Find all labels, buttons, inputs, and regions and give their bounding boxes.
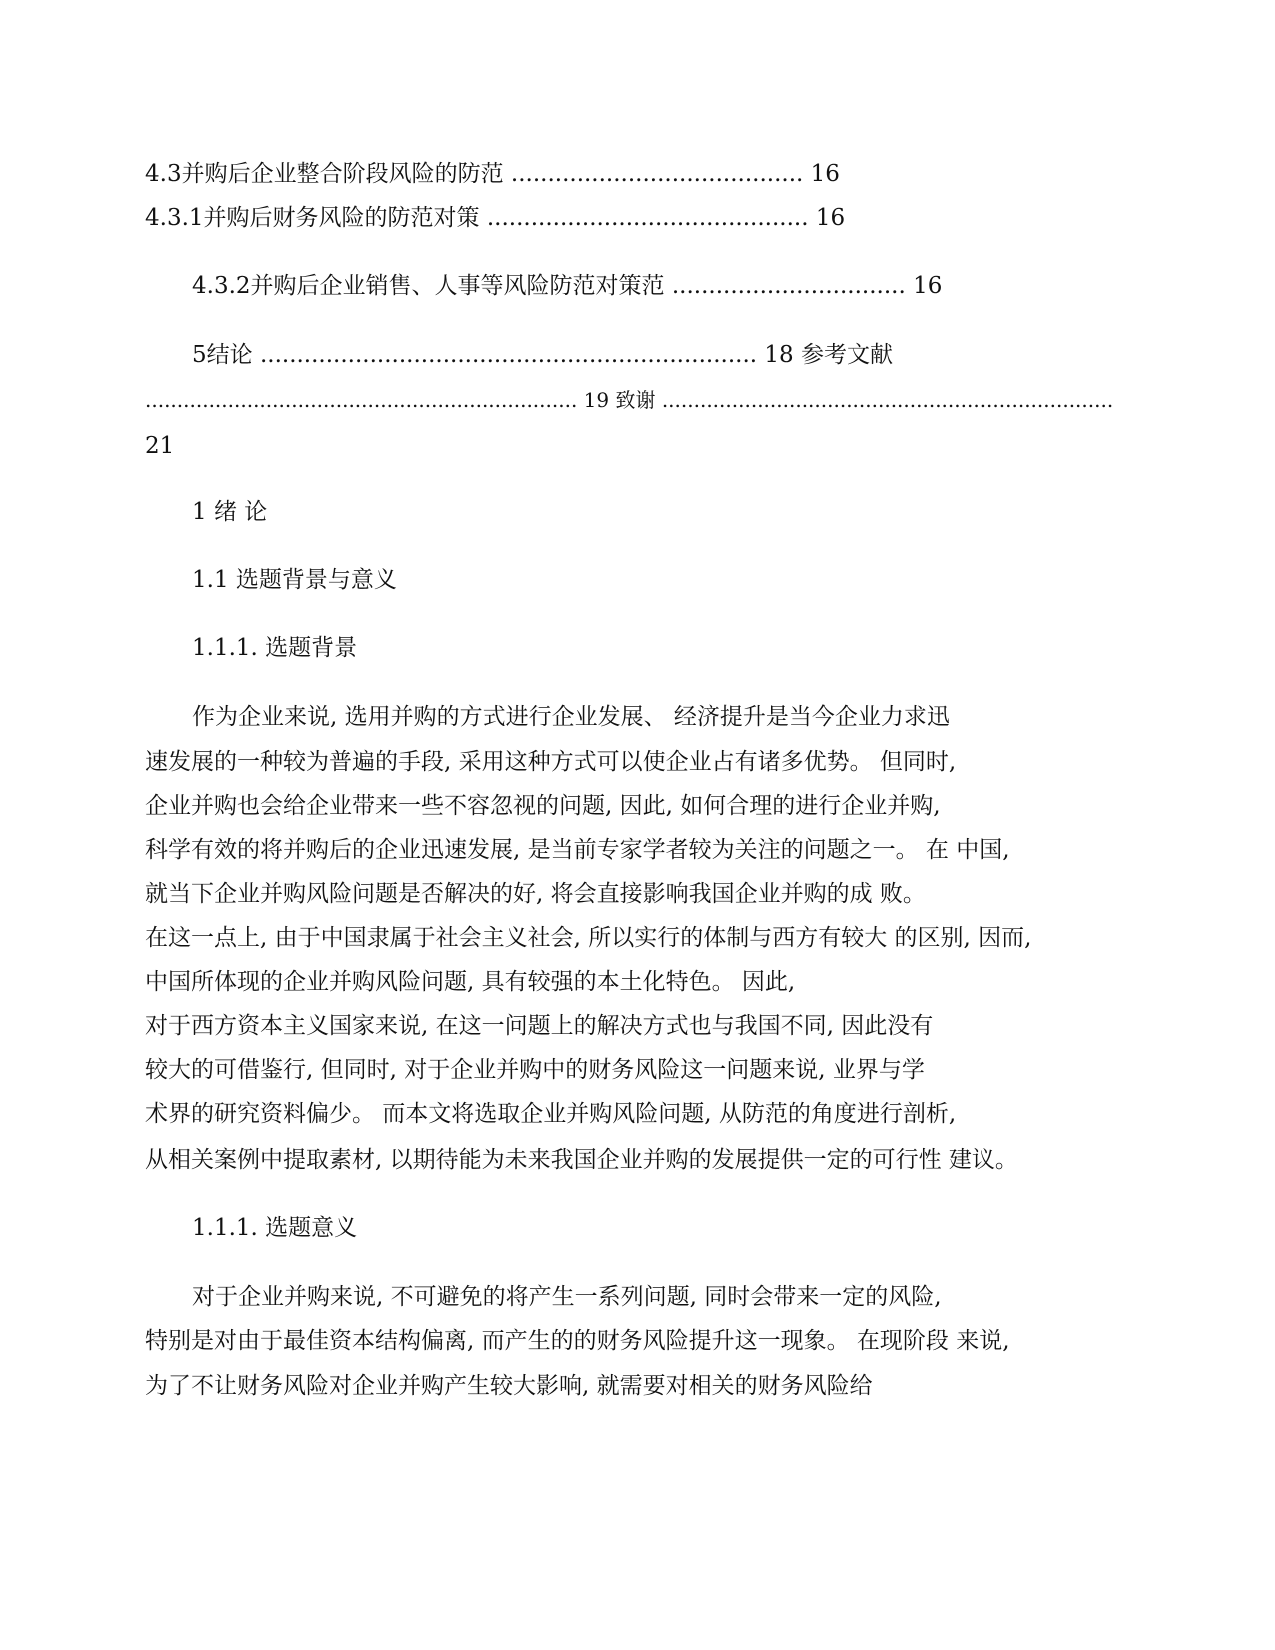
paragraph-line: 科学有效的将并购后的企业迅速发展, 是当前专家学者较为关注的问题之一。 在 中国, [145,837,1010,863]
paragraph-line: 对于西方资本主义国家来说, 在这一问题上的解决方式也与我国不同, 因此没有 [145,1013,934,1039]
toc-item-4-3-2: 4.3.2并购后企业销售、人事等风险防范对策范 ................................ 16 [192,273,943,299]
paragraph-line: 企业并购也会给企业带来一些不容忽视的问题, 因此, 如何合理的进行企业并购, [145,793,941,819]
paragraph-line: 速发展的一种较为普遍的手段, 采用这种方式可以使企业占有诸多优势。 但同时, [145,749,957,775]
toc-item-conclusion-references: 5结论 .................................................................... 18 参考文献 [192,342,893,368]
paragraph-line: 作为企业来说, 选用并购的方式进行企业发展、 经济提升是当今企业力求迅 [192,704,950,730]
subsection-heading-significance: 1.1.1. 选题意义 [192,1215,358,1241]
paragraph-line: 特别是对由于最佳资本结构偏离, 而产生的的财务风险提升这一现象。 在现阶段 来说, [145,1328,1010,1354]
paragraph-line: 为了不让财务风险对企业并购产生较大影响, 就需要对相关的财务风险给 [145,1373,873,1399]
toc-item-acknowledgements: .................................................................... 19 致谢 ....................................................................... [145,388,1114,412]
toc-page-number: 21 [145,433,175,459]
paragraph-line: 就当下企业并购风险问题是否解决的好, 将会直接影响我国企业并购的成 败。 [145,881,926,907]
toc-item-4-3-1: 4.3.1并购后财务风险的防范对策 ............................................ 16 [145,205,846,231]
paragraph-line: 术界的研究资料偏少。 而本文将选取企业并购风险问题, 从防范的角度进行剖析, [145,1101,957,1127]
chapter-heading: 1 绪 论 [192,499,268,525]
paragraph-line: 在这一点上, 由于中国隶属于社会主义社会, 所以实行的体制与西方有较大 的区别, 因而, [145,925,1032,951]
toc-item-4-3: 4.3并购后企业整合阶段风险的防范 ........................................ 16 [145,161,840,187]
paragraph-line: 中国所体现的企业并购风险问题, 具有较强的本土化特色。 因此, [145,969,796,995]
paragraph-line: 从相关案例中提取素材, 以期待能为未来我国企业并购的发展提供一定的可行性 建议。 [145,1147,1018,1173]
subsection-heading-background: 1.1.1. 选题背景 [192,635,358,661]
paragraph-line: 对于企业并购来说, 不可避免的将产生一系列问题, 同时会带来一定的风险, [192,1284,942,1310]
section-heading: 1.1 选题背景与意义 [192,567,397,593]
paragraph-line: 较大的可借鉴行, 但同时, 对于企业并购中的财务风险这一问题来说, 业界与学 [145,1057,925,1083]
